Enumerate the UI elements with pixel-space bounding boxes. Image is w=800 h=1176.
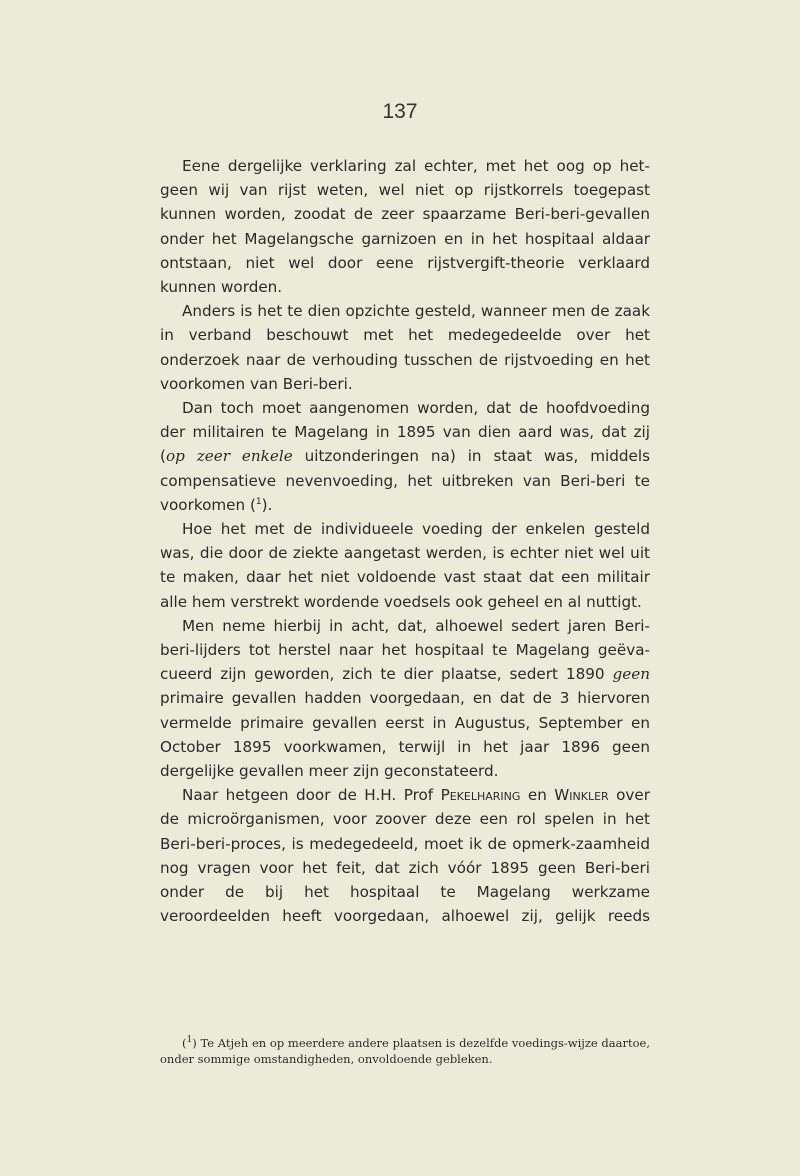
paragraph-3-text-b: uitzonderingen na) in staat was, middels compensatieve nevenvoeding, het uitbreken van Beri-beri te voorkomen ( [160, 447, 650, 514]
paragraph-5-text-b: primaire gevallen hadden voorgedaan, en dat de 3 hiervoren vermelde primaire gevallen eerst in Augustus, September en October 1895 voorkwamen, terwijl in het jaar 1896 geen dergelijke gevallen meer zijn geconstateerd. [160, 689, 650, 781]
paragraph-4: Hoe het met de individueele voeding der enkelen gesteld was, die door de ziekte aangetast werden, is echter niet wel uit te maken, daar het niet voldoende vast staat dat een militair alle hem verstrekt wordende voedsels ook geheel en al nuttigt. [160, 520, 650, 611]
paragraph-3 [160, 396, 650, 517]
paragraph-6-text-b: en [520, 786, 555, 805]
paragraph-6 [160, 783, 650, 928]
body-text [160, 154, 650, 929]
paragraph-6-text-a: Naar hetgeen door de H.H. Prof [182, 786, 441, 805]
footnote-text: Te Atjeh en op meerdere andere plaatsen is dezelfde voedings-wijze daartoe, onder sommige omstandigheden, onvoldoende gebleken. [160, 1036, 650, 1066]
author-name-winkler: Winkler [554, 786, 609, 805]
paragraph-2: Anders is het te dien opzichte gesteld, wanneer men de zaak in verband beschouwt met het medegedeelde over het onderzoek naar de verhouding tusschen de rijstvoeding en het voorkomen van Beri-beri. [160, 302, 650, 393]
paragraph-5 [160, 614, 650, 783]
footnote: ($^1$) Te Atjeh en op meerdere andere plaatsen is dezelfde voedings-wijze daartoe, onder sommige omstandigheden, onvoldoende gebleken. [160, 1035, 650, 1066]
paragraph-6-text-c: over de microörganismen, voor zoover deze een rol spelen in het Beri-beri-proces, is medegedeeld, moet ik de opmerk-zaamheid nog vragen voor het feit, dat zich vóór 1895 geen Beri-beri onder de bij het hospitaal te Magelang werkzame veroordeelden heeft voorgedaan, alhoewel zij, gelijk reeds [160, 786, 651, 926]
footnote-reference: 1 [255, 496, 262, 507]
paragraph-3-emphasis: op zeer enkele [165, 447, 293, 466]
footnote-marker: 1 [186, 1035, 193, 1046]
footnotes [160, 1035, 650, 1067]
page-number: 137 [382, 100, 418, 123]
paragraph-5-emphasis: geen [612, 665, 650, 684]
paragraph-1: Eene dergelijke verklaring zal echter, met het oog op het-geen wij van rijst weten, wel niet op rijstkorrels toegepast kunnen worden, zoodat de zeer spaarzame Beri-beri-gevallen onder het Magelangsche garnizoen en in het hospitaal aldaar ontstaan, niet wel door eene rijstvergift-theorie verklaard kunnen worden. [160, 157, 650, 297]
paragraph-5-text-a: Men neme hierbij in acht, dat, alhoewel sedert jaren Beri-beri-lijders tot herstel naar het hospitaal te Magelang geëva-cueerd zijn geworden, zich te dier plaatse, sedert 1890 [160, 616, 650, 684]
paragraph-3-text-a: Dan toch moet aangenomen worden, dat de hoofdvoeding der militairen te Magelang in 1895 van dien aard was, dat zij ( [160, 399, 650, 466]
paragraph-3-text-c: ). [261, 495, 273, 514]
author-name-pekelharing: Pekelharing [440, 786, 521, 805]
